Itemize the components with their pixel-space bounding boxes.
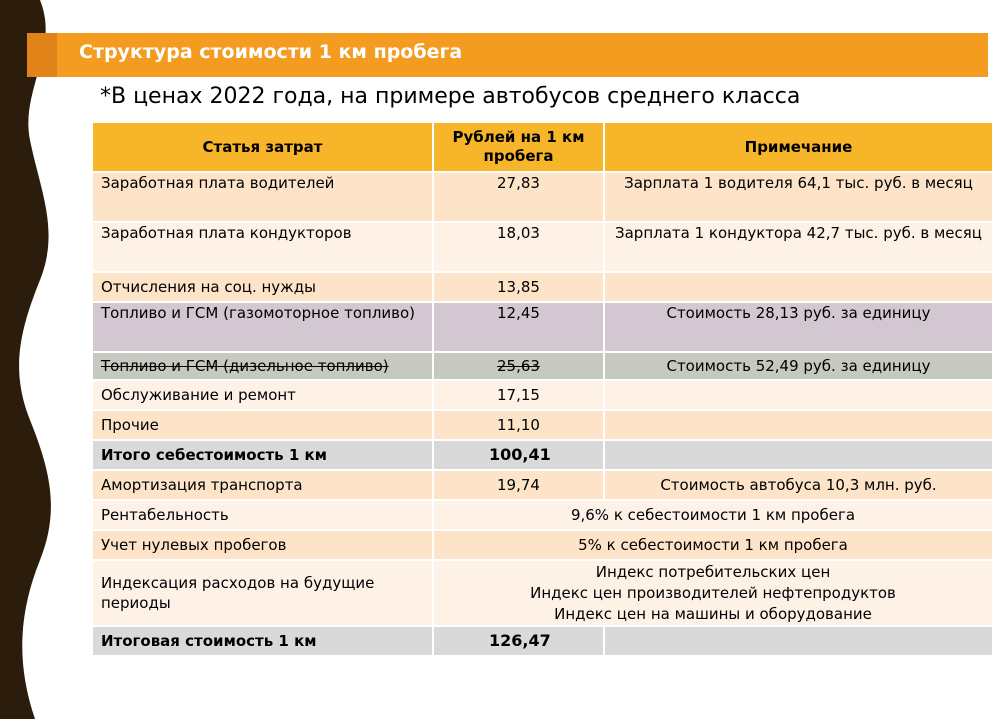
row-item: Прочие [92,410,433,440]
row-item: Обслуживание и ремонт [92,380,433,410]
table-row [92,500,993,530]
row-item: Итоговая стоимость 1 км [92,626,433,656]
row-item: Индексация расходов на будущие периоды [92,560,433,626]
row-note [604,380,993,410]
table-row [92,410,993,440]
final-total-row [92,626,993,656]
row-merged-note-multiline [433,560,993,626]
page-title: Структура стоимости 1 км пробега [79,41,463,63]
row-item: Заработная плата кондукторов [92,222,433,272]
table-row-strikethrough [92,352,993,380]
table-row [92,470,993,500]
row-item: Топливо и ГСМ (газомоторное топливо) [92,302,433,352]
note-line: Индекс цен на машины и оборудование [554,604,872,623]
row-item: Амортизация транспорта [92,470,433,500]
row-item: Учет нулевых пробегов [92,530,433,560]
header-accent [27,33,57,77]
row-item: Отчисления на соц. нужды [92,272,433,302]
row-value: 100,41 [433,440,604,470]
table-row [92,380,993,410]
row-note: Зарплата 1 водителя 64,1 тыс. руб. в месяц [604,172,993,222]
row-item: Топливо и ГСМ (дизельное топливо) [92,352,433,380]
row-note: Зарплата 1 кондуктора 42,7 тыс. руб. в месяц [604,222,993,272]
row-item: Заработная плата водителей [92,172,433,222]
row-value: 12,45 [433,302,604,352]
row-note: Стоимость 52,49 руб. за единицу [604,352,993,380]
row-merged-note: 9,6% к себестоимости 1 км пробега [433,500,993,530]
row-merged-note: 5% к себестоимости 1 км пробега [433,530,993,560]
subtotal-row [92,440,993,470]
note-line: Индекс цен производителей нефтепродуктов [530,583,896,602]
row-note [604,626,993,656]
row-note: Стоимость автобуса 10,3 млн. руб. [604,470,993,500]
table-row [92,530,993,560]
row-value: 126,47 [433,626,604,656]
row-value: 18,03 [433,222,604,272]
subtitle: *В ценах 2022 года, на примере автобусов среднего класса [100,84,801,109]
row-value: 11,10 [433,410,604,440]
table-row [92,560,993,626]
column-header-value: Рублей на 1 км пробега [433,122,604,172]
note-line: Индекс потребительских цен [595,562,831,581]
table-row [92,272,993,302]
cost-structure-table [91,121,994,657]
row-note [604,272,993,302]
row-item: Рентабельность [92,500,433,530]
row-value: 13,85 [433,272,604,302]
row-note [604,440,993,470]
table-header-row [92,122,993,172]
column-header-note: Примечание [604,122,993,172]
table-row [92,302,993,352]
row-note: Стоимость 28,13 руб. за единицу [604,302,993,352]
table-row [92,172,993,222]
row-value: 19,74 [433,470,604,500]
table-row [92,222,993,272]
row-value: 17,15 [433,380,604,410]
row-note [604,410,993,440]
header-bar [27,33,988,77]
column-header-item: Статья затрат [92,122,433,172]
row-value: 27,83 [433,172,604,222]
row-item: Итого себестоимость 1 км [92,440,433,470]
decorative-wave-stripe [0,0,60,719]
row-value: 25,63 [433,352,604,380]
